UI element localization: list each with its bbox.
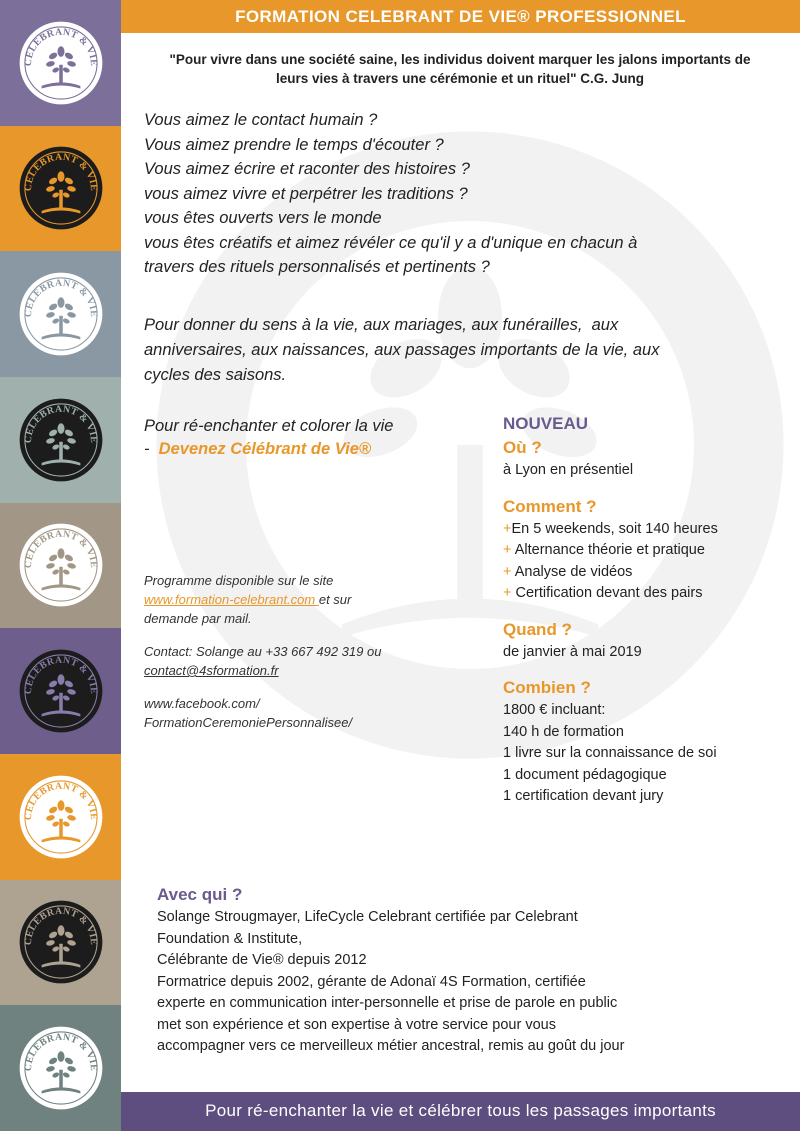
program-text: Programme disponible sur le site: [144, 573, 334, 588]
footer-tagline: Pour ré-enchanter la vie et célébrer tous les passages importants: [121, 1092, 800, 1131]
celebrant-logo-icon: [17, 144, 105, 232]
email-link[interactable]: contact@4sformation.fr: [144, 663, 279, 678]
celebrant-logo-icon: [17, 1024, 105, 1112]
cta-line: [144, 438, 393, 461]
facebook-line-1[interactable]: www.facebook.com/: [144, 696, 260, 711]
where-title: Où ?: [503, 438, 542, 457]
plus-icon: +: [503, 585, 512, 601]
how-title: Comment ?: [503, 496, 597, 516]
svg-text:CELEBRANT & VIE: CELEBRANT & VIE: [22, 277, 99, 318]
celebrant-logo-icon: [17, 396, 105, 484]
question-line: vous êtes ouverts vers le monde: [144, 209, 382, 227]
facebook-line-2[interactable]: FormationCeremoniePersonnalisee/: [144, 715, 353, 730]
how-item: [503, 540, 793, 562]
program-text-2: et sur: [318, 592, 352, 607]
sidebar-logo-tile: [0, 880, 121, 1006]
when-text: de janvier à mai 2019: [503, 643, 642, 660]
cost-item: 1 livre sur la connaissance de soi: [503, 745, 717, 761]
how-item-text: Certification devant des pairs: [515, 585, 703, 601]
questions-list: [144, 108, 744, 280]
how-section: [503, 495, 793, 605]
celebrant-logo-icon: [17, 773, 105, 861]
svg-text:CELEBRANT & VIE: CELEBRANT & VIE: [22, 26, 99, 67]
sidebar-logo-tile: [0, 628, 121, 754]
cost-item: 140 h de formation: [503, 723, 624, 740]
contact-info: [144, 642, 444, 680]
how-item-text: En 5 weekends, soit 140 heures: [511, 520, 718, 537]
when-title: Quand ?: [503, 619, 572, 639]
when-section: [503, 618, 793, 664]
contact-phone-line: Contact: Solange au +33 667 492 319 ou: [144, 644, 382, 659]
question-line: Vous aimez écrire et raconter des histoires ?: [144, 160, 470, 178]
new-label: NOUVEAU: [503, 414, 589, 433]
cost-section: [503, 676, 793, 808]
svg-text:CELEBRANT & VIE: CELEBRANT & VIE: [22, 906, 99, 946]
where-section: [503, 436, 793, 482]
sidebar-logo-tile: [0, 754, 121, 880]
svg-text:CELEBRANT & VIE: CELEBRANT & VIE: [22, 780, 99, 821]
trainer-line: experte en communication inter-personnelle et prise de parole en public: [157, 995, 618, 1011]
celebrant-logo-icon: [17, 19, 105, 107]
how-item: [503, 562, 793, 584]
program-info: [144, 571, 444, 628]
trainer-line: Foundation & Institute,: [157, 930, 303, 947]
celebrant-logo-icon: [17, 898, 105, 986]
intro-line: cycles des saisons.: [144, 366, 287, 384]
cost-item: 1 certification devant jury: [503, 788, 664, 804]
how-item: [503, 583, 793, 605]
cta-dash: -: [144, 440, 159, 458]
how-item-text: Analyse de vidéos: [514, 563, 633, 580]
facebook-info[interactable]: [144, 694, 444, 732]
trainer-line: Formatrice depuis 2002, gérante de Adonaï 4S Formation, certifiée: [157, 973, 586, 990]
trainer-line: Solange Strougmayer, LifeCycle Celebrant certifiée par Celebrant: [157, 909, 578, 925]
plus-icon: +: [503, 520, 512, 537]
site-link[interactable]: www.formation-celebrant.com: [144, 592, 319, 607]
plus-icon: +: [503, 563, 512, 580]
enchant-line: Pour ré-enchanter et colorer la vie: [144, 417, 394, 435]
svg-text:CELEBRANT & VIE: CELEBRANT & VIE: [22, 403, 99, 444]
intro-line: anniversaires, aux naissances, aux passages importants de la vie, aux: [144, 341, 660, 359]
how-item: [503, 519, 793, 541]
intro-paragraph: [144, 313, 744, 388]
svg-text:CELEBRANT & VIE: CELEBRANT & VIE: [22, 529, 99, 569]
contact-block: [144, 571, 444, 746]
trainer-section: [157, 883, 757, 1058]
question-line: travers des rituels personnalisés et pertinents ?: [144, 258, 490, 276]
jung-quote: [140, 50, 780, 88]
trainer-line: met son expérience et son expertise à votre service pour vous: [157, 1016, 556, 1033]
sidebar: [0, 0, 121, 1131]
intro-line: Pour donner du sens à la vie, aux mariages, aux funérailles, aux: [144, 316, 619, 334]
sidebar-logo-tile: [0, 0, 121, 126]
cost-item: 1 document pédagogique: [503, 766, 667, 783]
celebrant-logo-icon: [17, 521, 105, 609]
svg-text:CELEBRANT & VIE: CELEBRANT & VIE: [22, 654, 99, 695]
header-title: FORMATION CELEBRANT DE VIE® PROFESSIONNEL: [121, 0, 800, 33]
sidebar-logo-tile: [0, 377, 121, 503]
cost-title: Combien ?: [503, 678, 591, 697]
question-line: vous êtes créatifs et aimez révéler ce qu'il y a d'unique en chacun à: [144, 233, 638, 252]
sidebar-logo-tile: [0, 1005, 121, 1131]
program-text-3: demande par mail.: [144, 611, 252, 626]
cta-text: Devenez Célébrant de Vie®: [158, 440, 372, 458]
trainer-line: Célébrante de Vie® depuis 2012: [157, 952, 367, 968]
cost-item: 1800 € incluant:: [503, 702, 606, 718]
svg-text:CELEBRANT & VIE: CELEBRANT & VIE: [22, 1031, 99, 1072]
question-line: Vous aimez le contact humain ?: [144, 111, 378, 129]
info-column: [503, 412, 793, 821]
question-line: vous aimez vivre et perpétrer les traditions ?: [144, 184, 468, 203]
trainer-line: accompagner vers ce merveilleux métier ancestral, remis au goût du jour: [157, 1038, 625, 1054]
sidebar-logo-tile: [0, 503, 121, 629]
celebrant-logo-icon: [17, 647, 105, 735]
svg-text:CELEBRANT & VIE: CELEBRANT & VIE: [22, 152, 99, 192]
how-item-text: Alternance théorie et pratique: [514, 542, 705, 558]
question-line: Vous aimez prendre le temps d'écouter ?: [144, 135, 444, 154]
plus-icon: +: [503, 542, 512, 558]
celebrant-logo-icon: [17, 270, 105, 358]
where-text: à Lyon en présentiel: [503, 462, 634, 478]
quote-line-1: "Pour vivre dans une société saine, les individus doivent marquer les jalons importants de: [169, 52, 751, 67]
trainer-title: Avec qui ?: [157, 885, 243, 904]
enchant-block: [144, 415, 393, 461]
quote-line-2: leurs vies à travers une cérémonie et un rituel" C.G. Jung: [275, 71, 645, 86]
sidebar-logo-tile: [0, 251, 121, 377]
sidebar-logo-tile: [0, 126, 121, 252]
